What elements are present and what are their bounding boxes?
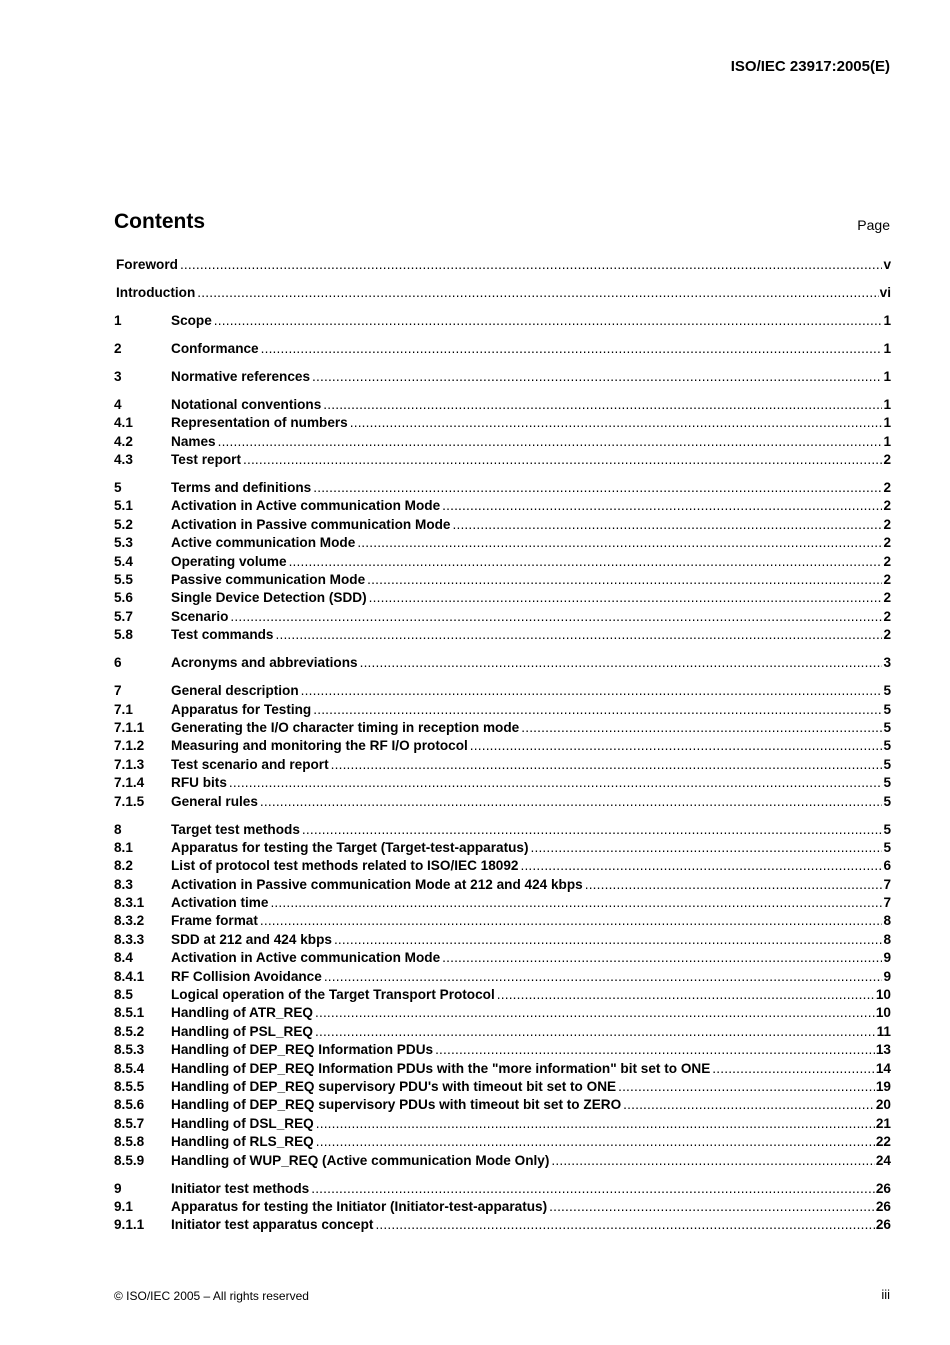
toc-entry-number: 7.1.4 [114,775,145,791]
toc-entry-number: 5.4 [114,553,133,569]
toc-entry-number: 2 [114,340,122,356]
toc-entry-page: 8 [883,913,891,929]
toc-entry-title: Handling of DEP_REQ Information PDUs with the "more information" bit set to ONE [171,1060,711,1076]
toc-leader-dots [618,1078,875,1096]
toc-entry-title: Single Device Detection (SDD) [171,590,367,606]
table-of-contents [114,256,891,1244]
toc-entry-page: 2 [883,590,891,606]
toc-entry-number: 1 [114,312,122,328]
toc-entry-number: 5.5 [114,572,133,588]
toc-entry-number: 5.1 [114,498,133,514]
toc-entry[interactable] [114,701,891,719]
toc-entry-page: 5 [883,683,891,699]
toc-entry-page: 1 [883,312,891,328]
toc-entry-title: Activation time [171,895,269,911]
toc-entry-number: 5.6 [114,590,133,606]
toc-entry-number: 8.5.6 [114,1097,145,1113]
toc-entry[interactable] [114,857,891,875]
toc-entry[interactable] [114,396,891,414]
toc-leader-dots [214,312,883,330]
toc-entry[interactable] [114,368,891,386]
toc-leader-dots [323,396,882,414]
toc-leader-dots [585,876,883,894]
toc-leader-dots [521,719,882,737]
toc-leader-dots [315,1023,876,1041]
toc-leader-dots [301,682,883,700]
toc-entry-number: 7.1.2 [114,738,145,754]
toc-entry[interactable] [114,1004,891,1022]
toc-leader-dots [442,497,882,515]
toc-entry-page: 2 [883,572,891,588]
toc-entry[interactable] [114,1216,891,1234]
toc-entry-title: Acronyms and abbreviations [171,655,358,671]
toc-entry-title: Target test methods [171,821,300,837]
toc-section-group [114,256,891,274]
toc-entry-page: 9 [883,968,891,984]
toc-leader-dots [360,654,883,672]
toc-leader-dots [331,756,883,774]
toc-entry-number: 8.4.1 [114,968,145,984]
toc-entry-number: 8.5.7 [114,1115,145,1131]
toc-section-group [114,479,891,645]
toc-entry-number: 8 [114,821,122,837]
toc-leader-dots [261,340,883,358]
toc-entry[interactable] [114,608,891,626]
toc-section-group [114,312,891,330]
toc-entry-title: Terms and definitions [171,480,312,496]
toc-entry-number: 8.5.8 [114,1134,145,1150]
toc-leader-dots [311,1180,875,1198]
toc-entry[interactable] [114,451,891,469]
toc-leader-dots [270,894,882,912]
toc-section-group [114,396,891,470]
toc-entry[interactable] [114,433,891,451]
toc-entry[interactable] [114,256,891,274]
toc-entry-page: 5 [883,775,891,791]
toc-leader-dots [180,256,883,274]
toc-leader-dots [312,368,882,386]
toc-leader-dots [260,912,883,930]
contents-title: Contents [114,210,205,233]
toc-leader-dots [334,931,883,949]
toc-leader-dots [367,571,882,589]
toc-entry-number: 7.1.3 [114,756,145,772]
toc-entry[interactable] [114,571,891,589]
toc-entry[interactable] [114,986,891,1004]
toc-entry-title: Names [171,433,216,449]
toc-entry[interactable] [114,774,891,792]
toc-leader-dots [260,793,883,811]
toc-entry[interactable] [114,968,891,986]
page-number: iii [881,1287,890,1302]
toc-entry[interactable] [114,479,891,497]
toc-entry-title: Logical operation of the Target Transport Protocol [171,987,495,1003]
toc-entry[interactable] [114,1115,891,1133]
toc-entry-number: 4.2 [114,433,133,449]
toc-entry[interactable] [114,1096,891,1114]
toc-section-group [114,1180,891,1235]
toc-entry-page: 2 [883,535,891,551]
toc-entry-title: Handling of WUP_REQ (Active communication Mode Only) [171,1152,550,1168]
toc-leader-dots [229,774,883,792]
toc-entry-number: 8.5.1 [114,1005,145,1021]
toc-entry-number: 8.4 [114,950,133,966]
toc-entry-page: 10 [875,987,891,1003]
toc-entry-title: Apparatus for testing the Initiator (Initiator-test-apparatus) [171,1198,548,1214]
toc-entry[interactable] [114,1133,891,1151]
toc-entry-page: 9 [883,950,891,966]
toc-entry[interactable] [114,949,891,967]
toc-entry-number: 9 [114,1180,122,1196]
toc-entry-title: Handling of DEP_REQ Information PDUs [171,1042,434,1058]
toc-entry-page: 10 [875,1005,891,1021]
toc-entry-number: 7.1.5 [114,793,145,809]
toc-entry-page: 2 [883,452,891,468]
toc-entry-number: 9.1.1 [114,1217,145,1233]
toc-entry-number: 8.2 [114,858,133,874]
toc-entry-page: 2 [883,627,891,643]
toc-entry-title: Handling of DEP_REQ supervisory PDU's with timeout bit set to ONE [171,1078,617,1094]
toc-entry-title: Activation in Passive communication Mode at 212 and 424 kbps [171,876,583,892]
toc-leader-dots [316,1133,875,1151]
toc-entry[interactable] [114,737,891,755]
toc-section-group [114,284,891,302]
toc-entry[interactable] [114,553,891,571]
toc-entry-title: Passive communication Mode [171,572,366,588]
toc-entry[interactable] [114,1152,891,1170]
toc-section-group [114,368,891,386]
toc-leader-dots [369,589,883,607]
toc-entry-title: Handling of DEP_REQ supervisory PDUs with timeout bit set to ZERO [171,1097,622,1113]
toc-entry-page: 1 [883,433,891,449]
toc-leader-dots [315,1004,875,1022]
toc-entry-page: 20 [875,1097,891,1113]
toc-entry[interactable] [114,654,891,672]
toc-leader-dots [324,968,883,986]
toc-leader-dots [623,1096,875,1114]
toc-entry-title: Apparatus for Testing [171,701,312,717]
toc-entry[interactable] [114,821,891,839]
toc-entry-page: 7 [883,876,891,892]
toc-entry[interactable] [114,1023,891,1041]
toc-entry[interactable] [114,1041,891,1059]
toc-entry-page: 22 [875,1134,891,1150]
toc-entry-page: 26 [875,1217,891,1233]
toc-entry-title: Activation in Active communication Mode [171,498,441,514]
toc-entry-page: 6 [883,858,891,874]
toc-section-group [114,654,891,672]
toc-leader-dots [551,1152,874,1170]
toc-entry-number: 5.2 [114,516,133,532]
toc-entry-number: 8.5.4 [114,1060,145,1076]
toc-entry-title: Introduction [116,284,196,300]
toc-leader-dots [350,414,883,432]
toc-entry[interactable] [114,756,891,774]
toc-entry-title: Handling of DSL_REQ [171,1115,314,1131]
toc-leader-dots [197,284,878,302]
toc-entry-title: Operating volume [171,553,287,569]
toc-entry[interactable] [114,682,891,700]
toc-entry-page: 5 [883,756,891,772]
toc-entry-number: 4 [114,396,122,412]
toc-entry-number: 8.5.9 [114,1152,145,1168]
copyright-footer: © ISO/IEC 2005 – All rights reserved [114,1289,309,1303]
toc-entry-number: 8.1 [114,839,133,855]
toc-entry-page: 2 [883,553,891,569]
toc-entry-title: Initiator test apparatus concept [171,1217,374,1233]
toc-entry-page: 3 [883,655,891,671]
toc-entry[interactable] [114,719,891,737]
toc-entry-title: Apparatus for testing the Target (Target-test-apparatus) [171,839,529,855]
toc-entry-title: Handling of ATR_REQ [171,1005,313,1021]
toc-leader-dots [289,553,883,571]
toc-entry-number: 5.7 [114,608,133,624]
toc-entry-title: RFU bits [171,775,227,791]
toc-leader-dots [218,433,883,451]
toc-entry-page: 2 [883,516,891,532]
toc-entry[interactable] [114,534,891,552]
document-id-header: ISO/IEC 23917:2005(E) [730,58,890,75]
toc-leader-dots [497,986,875,1004]
toc-entry[interactable] [114,497,891,515]
toc-entry[interactable] [114,1078,891,1096]
toc-entry[interactable] [114,912,891,930]
toc-entry-number: 8.3 [114,876,133,892]
toc-leader-dots [453,516,883,534]
toc-entry-title: List of protocol test methods related to ISO/IEC 18092 [171,858,519,874]
toc-entry-number: 3 [114,368,122,384]
toc-entry-number: 7 [114,683,122,699]
toc-entry-page: 11 [876,1023,891,1039]
toc-entry-title: Activation in Active communication Mode [171,950,441,966]
toc-entry-page: 24 [875,1152,891,1168]
toc-entry-title: Frame format [171,913,258,929]
toc-entry-number: 4.3 [114,452,133,468]
toc-entry[interactable] [114,894,891,912]
toc-entry-page: vi [879,284,891,300]
toc-entry-number: 6 [114,655,122,671]
toc-entry-title: Representation of numbers [171,415,348,431]
toc-entry-page: 5 [883,719,891,735]
toc-entry[interactable] [114,626,891,644]
toc-entry-title: Scenario [171,608,229,624]
toc-entry-page: 5 [883,821,891,837]
toc-entry-page: v [883,257,891,272]
toc-entry-title: Notational conventions [171,396,322,412]
toc-leader-dots [313,701,882,719]
toc-entry-title: Initiator test methods [171,1180,310,1196]
toc-entry[interactable] [114,414,891,432]
toc-entry[interactable] [114,312,891,330]
toc-entry-number: 9.1 [114,1198,133,1214]
toc-entry-page: 26 [875,1198,891,1214]
toc-entry-title: Conformance [171,340,259,356]
toc-entry-title: Measuring and monitoring the RF I/O protocol [171,738,468,754]
toc-entry-title: Test scenario and report [171,756,329,772]
toc-entry-page: 13 [875,1042,891,1058]
toc-entry[interactable] [114,839,891,857]
toc-entry[interactable] [114,931,891,949]
toc-entry-title: General rules [171,793,258,809]
toc-entry-number: 7.1 [114,701,133,717]
toc-leader-dots [470,737,883,755]
toc-entry-title: Generating the I/O character timing in reception mode [171,719,520,735]
toc-entry-number: 5 [114,480,122,496]
toc-entry[interactable] [114,516,891,534]
toc-entry-page: 5 [883,793,891,809]
toc-leader-dots [316,1115,875,1133]
toc-entry[interactable] [114,793,891,811]
toc-leader-dots [442,949,882,967]
toc-entry-number: 8.3.2 [114,913,145,929]
toc-section-group [114,821,891,1170]
toc-entry-page: 26 [875,1180,891,1196]
toc-entry-title: Foreword [116,257,178,272]
toc-entry[interactable] [114,589,891,607]
toc-entry-title: SDD at 212 and 424 kbps [171,931,332,947]
toc-entry[interactable] [114,1060,891,1078]
toc-entry-page: 7 [883,895,891,911]
toc-leader-dots [549,1198,875,1216]
toc-entry-page: 2 [883,480,891,496]
toc-entry-page: 8 [883,931,891,947]
toc-leader-dots [520,857,882,875]
toc-entry-title: General description [171,683,299,699]
toc-entry-page: 5 [883,839,891,855]
toc-entry-number: 8.5.3 [114,1042,145,1058]
toc-entry-page: 21 [875,1115,891,1131]
toc-entry-number: 8.5.2 [114,1023,145,1039]
toc-entry-title: Handling of RLS_REQ [171,1134,314,1150]
toc-entry[interactable] [114,1180,891,1198]
toc-entry-page: 1 [883,415,891,431]
toc-entry-title: Test commands [171,627,274,643]
toc-entry[interactable] [114,876,891,894]
toc-entry-title: Test report [171,452,241,468]
toc-leader-dots [230,608,882,626]
toc-entry-title: Normative references [171,368,311,384]
toc-section-group [114,682,891,811]
toc-entry-number: 8.5.5 [114,1078,145,1094]
toc-leader-dots [357,534,882,552]
toc-entry-title: RF Collision Avoidance [171,968,322,984]
toc-leader-dots [302,821,883,839]
toc-entry-number: 5.8 [114,627,133,643]
toc-entry-page: 2 [883,608,891,624]
toc-leader-dots [375,1216,874,1234]
toc-leader-dots [531,839,883,857]
toc-entry-page: 1 [883,340,891,356]
toc-entry[interactable] [114,284,891,302]
page-column-label: Page [857,217,890,233]
toc-entry-number: 7.1.1 [114,719,145,735]
toc-entry-title: Handling of PSL_REQ [171,1023,313,1039]
toc-section-group [114,340,891,358]
toc-entry-number: 8.3.1 [114,895,145,911]
toc-entry-number: 8.5 [114,987,133,1003]
toc-entry-title: Activation in Passive communication Mode [171,516,451,532]
toc-entry-page: 5 [883,701,891,717]
toc-entry-page: 1 [883,396,891,412]
toc-entry-page: 19 [875,1078,891,1094]
toc-leader-dots [435,1041,875,1059]
toc-entry-page: 2 [883,498,891,514]
toc-entry[interactable] [114,1198,891,1216]
toc-leader-dots [313,479,882,497]
toc-leader-dots [243,451,882,469]
toc-entry-number: 8.3.3 [114,931,145,947]
toc-entry-page: 1 [883,368,891,384]
toc-entry-number: 5.3 [114,535,133,551]
toc-entry-title: Scope [171,312,212,328]
toc-leader-dots [712,1060,875,1078]
toc-entry[interactable] [114,340,891,358]
toc-entry-page: 14 [875,1060,891,1076]
toc-leader-dots [275,626,882,644]
toc-entry-number: 4.1 [114,415,133,431]
toc-entry-title: Active communication Mode [171,535,356,551]
toc-entry-page: 5 [883,738,891,754]
